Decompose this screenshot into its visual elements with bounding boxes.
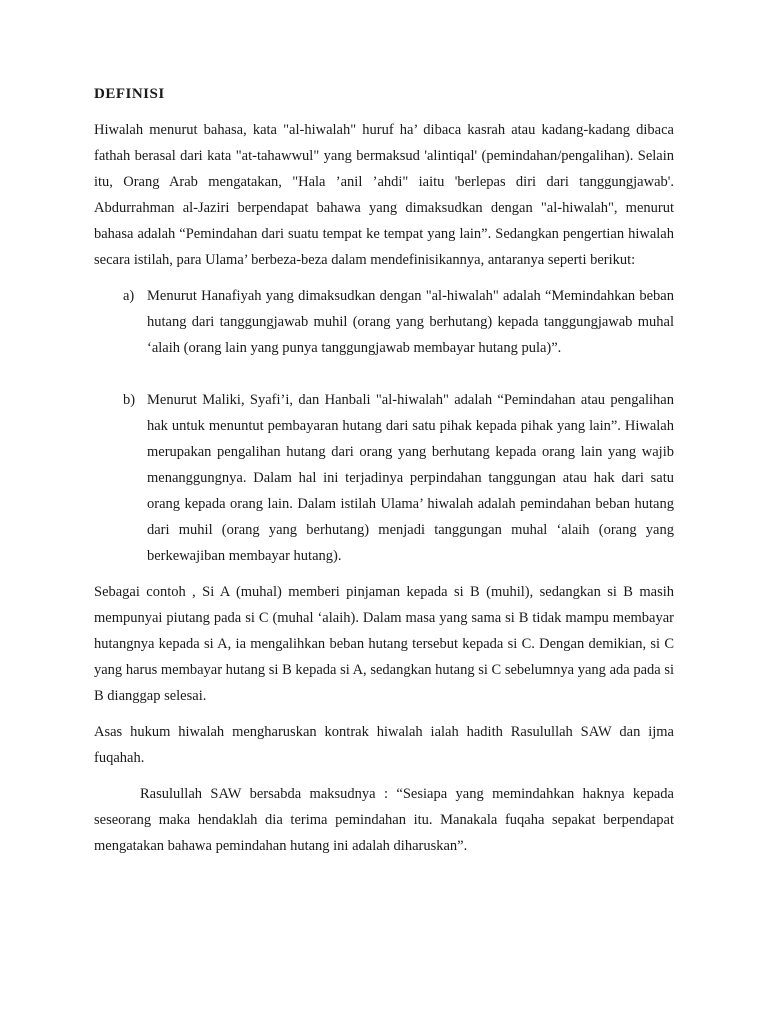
list-item-text: Menurut Hanafiyah yang dimaksudkan dengan "al-hiwalah" adalah “Memindahkan beban hutang dari tanggungjawab muhil (orang yang berhutang) kepada tanggungjawab muhal ‘alaih (orang lain yang punya tanggungjawab membayar hutang pula)”. <box>147 288 674 356</box>
paragraph-definition: Hiwalah menurut bahasa, kata "al-hiwalah" huruf ha’ dibaca kasrah atau kadang-kadang dibaca fathah berasal dari kata "at-tahawwul" yang bermaksud 'alintiqal' (pemindahan/pengalihan). Selain itu, Orang Arab mengatakan, "Hala ’anil ’ahdi" iaitu 'berlepas diri dari tanggungjawab'. Abdurrahman al-Jaziri berpendapat bahawa yang dimaksudkan dengan "al-hiwalah", menurut bahasa adalah “Pemindahan dari suatu tempat ke tempat yang lain”. Sedangkan pengertian hiwalah secara istilah, para Ulama’ berbeza-beza dalam mendefinisikannya, antaranya seperti berikut: <box>94 122 674 268</box>
paragraph-legal-basis: Asas hukum hiwalah mengharuskan kontrak hiwalah ialah hadith Rasulullah SAW dan ijma fuqahah. <box>94 724 674 766</box>
list-marker: a) <box>123 288 135 304</box>
list-marker: b) <box>123 392 136 408</box>
list-item-text: Menurut Maliki, Syafi’i, dan Hanbali "al-hiwalah" adalah “Pemindahan atau pengalihan hak untuk menuntut pembayaran hutang dari satu pihak kepada pihak yang lain”. Hiwalah merupakan pengalihan hutang dari orang yang berhutang kepada orang lain yang wajib menanggungnya. Dalam hal ini terjadinya perpindahan tanggungan atau hak dari satu orang kepada orang lain. Dalam istilah Ulama’ hiwalah adalah pemindahan beban hutang dari muhil (orang yang berhutang) menjadi tanggungan muhal ‘alaih (orang yang berkewajiban membayar hutang). <box>147 392 674 564</box>
paragraph-example: Sebagai contoh , Si A (muhal) memberi pinjaman kepada si B (muhil), sedangkan si B masih mempunyai piutang pada si C (muhal ‘alaih). Dalam masa yang sama si B tidak mampu membayar hutangnya kepada si A, ia mengalihkan beban hutang tersebut kepada si C. Dengan demikian, si C yang harus membayar hutang si B kepada si A, sedangkan hutang si C sebelumnya yang ada pada si B dianggap selesai. <box>94 584 674 704</box>
section-heading: DEFINISI <box>94 86 165 102</box>
definition-list <box>94 283 674 569</box>
list-item <box>94 283 674 361</box>
paragraph-hadith: Rasulullah SAW bersabda maksudnya : “Sesiapa yang memindahkan haknya kepada seseorang maka hendaklah dia terima pemindahan itu. Manakala fuqaha sepakat berpendapat mengatakan bahawa pemindahan hutang ini adalah diharuskan”. <box>94 786 674 854</box>
list-item <box>94 387 674 569</box>
